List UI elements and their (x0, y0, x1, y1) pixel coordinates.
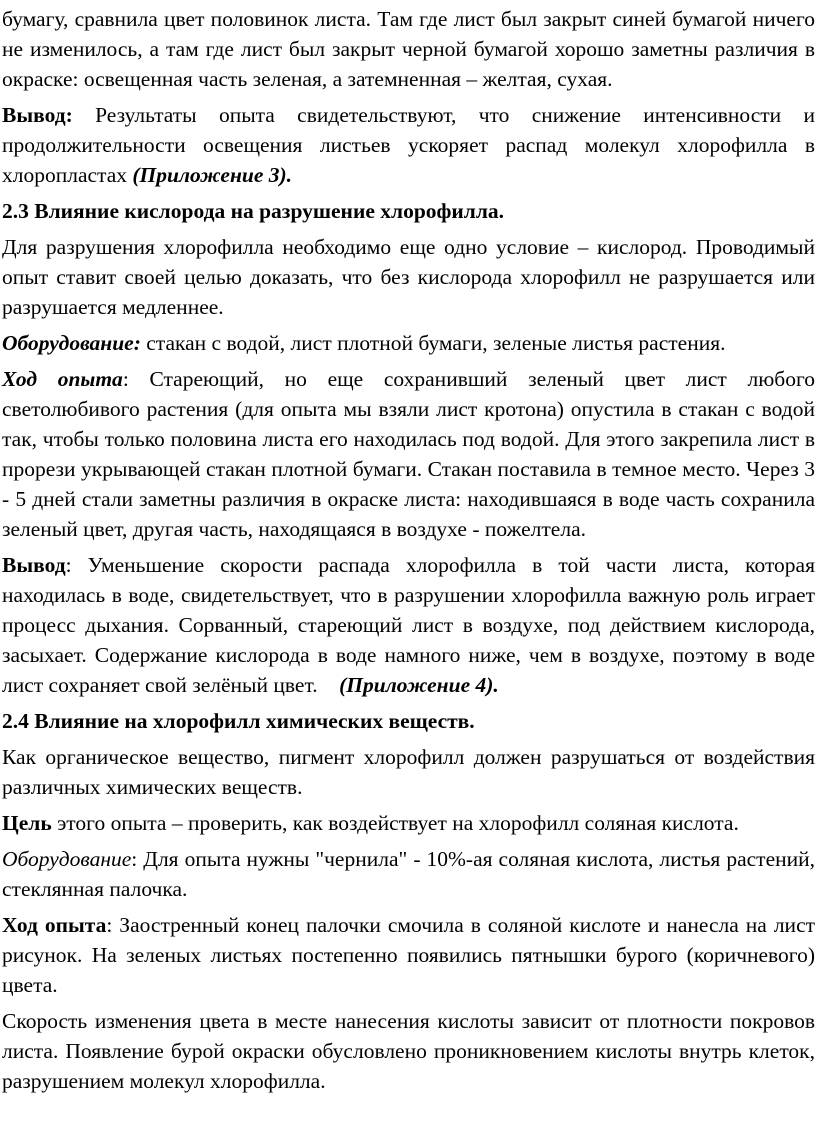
body-text: : Для опыта нужны "чернила" - 10%-ая соляная кислота, листья растений, стеклянная палочка. (2, 847, 815, 901)
paragraph-observation-2-4 (2, 1006, 815, 1096)
equipment-label: Оборудование (2, 847, 132, 871)
body-text: : Заостренный конец палочки смочила в соляной кислоте и нанесла на лист рисунок. На зеленых листьях постепенно появились пятнышки бурого (коричневого) цвета. (2, 913, 816, 997)
heading-text: 2.3 Влияние кислорода на разрушение хлорофилла. (2, 199, 505, 223)
paragraph-intro-2-3 (2, 232, 815, 322)
paragraph-equipment-2-3 (2, 328, 815, 358)
paragraph-continuation (2, 4, 815, 94)
section-heading-2-4 (2, 706, 815, 736)
procedure-label: Ход опыта (2, 913, 107, 937)
body-text: Для разрушения хлорофилла необходимо еще одно условие – кислород. Проводимый опыт ставит своей целью доказать, что без кислорода хлорофилл не разрушается или разрушается медленнее. (2, 235, 815, 319)
conclusion-label: Вывод: (2, 103, 96, 127)
procedure-label: Ход опыта (2, 367, 123, 391)
heading-text: 2.4 Влияние на хлорофилл химических веществ. (2, 709, 475, 733)
paragraph-goal-2-4 (2, 808, 815, 838)
equipment-label: Оборудование: (2, 331, 147, 355)
appendix-reference: (Приложение 3). (132, 163, 293, 187)
paragraph-intro-2-4 (2, 742, 815, 802)
body-text: Как органическое вещество, пигмент хлорофилл должен разрушаться от воздействия различных химических веществ. (2, 745, 815, 799)
paragraph-procedure-2-3 (2, 364, 815, 544)
body-text: Результаты опыта свидетельствуют, что снижение интенсивности и продолжительности освещения листьев ускоряет распад молекул хлорофилла в хлоропластах (2, 103, 815, 187)
paragraph-conclusion-2-2 (2, 100, 815, 190)
paragraph-procedure-2-4 (2, 910, 815, 1000)
body-text: бумагу, сравнила цвет половинок листа. Там где лист был закрыт синей бумагой ничего не изменилось, а там где лист был закрыт черной бумагой хорошо заметны различия в окраске: освещенная часть зеленая, а затемненная – желтая, сухая. (2, 7, 815, 91)
body-text: этого опыта – проверить, как воздействует на хлорофилл соляная кислота. (51, 811, 739, 835)
appendix-reference: (Приложение 4). (339, 673, 499, 697)
goal-label: Цель (2, 811, 52, 835)
body-text: стакан с водой, лист плотной бумаги, зеленые листья растения. (146, 331, 726, 355)
body-text: Скорость изменения цвета в месте нанесения кислоты зависит от плотности покровов листа. Появление бурой окраски обусловлено проникновением кислоты внутрь клеток, разрушением молекул хлорофилла. (2, 1009, 815, 1093)
body-text: : Уменьшение скорости распада хлорофилла в той части листа, которая находилась в воде, свидетельствует, что в разрушении хлорофилла важную роль играет процесс дыхания. Сорванный, стареющий лист в воздухе, под действием кислорода, засыхает. Содержание кислорода в воде намного ниже, чем в воздухе, поэтому в воде лист сохраняет свой зелёный цвет. (2, 553, 815, 697)
paragraph-equipment-2-4 (2, 844, 815, 904)
paragraph-conclusion-2-3 (2, 550, 815, 700)
conclusion-label: Вывод (2, 553, 66, 577)
body-text: : Стареющий, но еще сохранивший зеленый цвет лист любого светолюбивого растения (для опыта мы взяли лист кротона) опустила в стакан с водой так, чтобы только половина листа его находилась под водой. Для этого закрепила лист в прорези укрывающей стакан плотной бумаги. Стакан поставила в темное место. Через 3 - 5 дней стали заметны различия в окраске листа: находившаяся в воде часть сохранила зеленый цвет, другая часть, находящаяся в воздухе - пожелтела. (2, 367, 815, 541)
section-heading-2-3 (2, 196, 815, 226)
